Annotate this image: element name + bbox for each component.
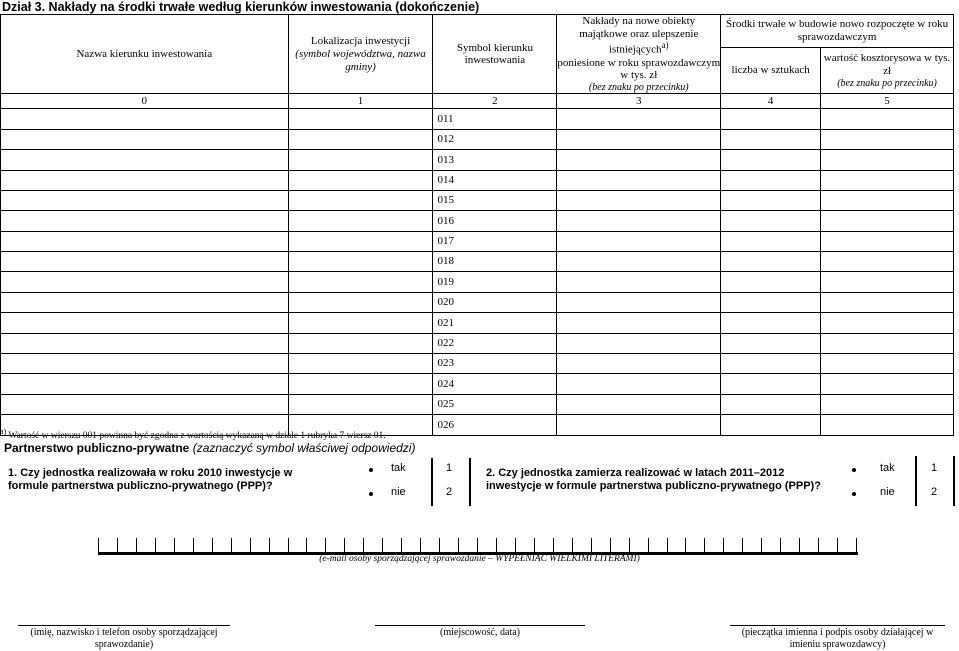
email-char-divider <box>477 538 478 552</box>
cell-outlays[interactable] <box>557 354 721 374</box>
cell-count[interactable] <box>721 292 821 312</box>
cell-outlays[interactable] <box>557 211 721 231</box>
header-estimated-value-main: wartość kosztorysowa w tys. zł <box>823 52 951 77</box>
cell-count[interactable] <box>721 394 821 414</box>
row-code: 011 <box>433 109 557 129</box>
table-row <box>1 129 954 149</box>
signature-line-preparer[interactable] <box>18 625 230 626</box>
table-row <box>1 394 954 414</box>
email-char-divider <box>288 538 289 552</box>
bullet-icon <box>369 492 373 496</box>
cell-location[interactable] <box>288 109 433 129</box>
cell-location[interactable] <box>288 374 433 394</box>
email-char-divider <box>742 538 743 552</box>
column-number: 3 <box>557 94 721 109</box>
email-char-divider <box>856 538 857 552</box>
cell-count[interactable] <box>721 190 821 210</box>
email-input[interactable] <box>98 538 858 555</box>
bullet-icon <box>852 468 856 472</box>
cell-estimated-value[interactable] <box>821 394 954 414</box>
bullet-icon <box>369 468 373 472</box>
cell-direction-name[interactable] <box>1 292 289 312</box>
ppp-q1-code-no[interactable]: 2 <box>446 486 453 498</box>
cell-estimated-value[interactable] <box>821 354 954 374</box>
cell-outlays[interactable] <box>557 170 721 190</box>
cell-estimated-value[interactable] <box>821 374 954 394</box>
row-code: 023 <box>433 354 557 374</box>
cell-direction-name[interactable] <box>1 150 289 170</box>
cell-direction-name[interactable] <box>1 333 289 353</box>
header-direction-symbol: Symbol kierunku inwestowania <box>433 15 557 94</box>
row-code: 025 <box>433 394 557 414</box>
cell-count[interactable] <box>721 333 821 353</box>
row-code: 016 <box>433 211 557 231</box>
row-code: 022 <box>433 333 557 353</box>
row-code: 014 <box>433 170 557 190</box>
cell-location[interactable] <box>288 333 433 353</box>
cell-count[interactable] <box>721 415 821 435</box>
email-char-divider <box>117 538 118 552</box>
ppp-q1-code-yes[interactable]: 1 <box>446 462 453 474</box>
row-code: 018 <box>433 252 557 272</box>
email-char-divider <box>250 538 251 552</box>
cell-direction-name[interactable] <box>1 313 289 333</box>
ppp-q2-option-yes[interactable]: tak <box>880 462 895 474</box>
header-location <box>288 15 433 94</box>
cell-outlays[interactable] <box>557 374 721 394</box>
row-code: 020 <box>433 292 557 312</box>
signature-line-representative[interactable] <box>730 625 945 626</box>
cell-estimated-value[interactable] <box>821 292 954 312</box>
header-location-note: (symbol województwa, nazwa gminy) <box>295 47 426 73</box>
investment-table <box>0 14 954 436</box>
email-char-divider <box>231 538 232 552</box>
ppp-title: Partnerstwo publiczno-prywatne <box>4 441 190 455</box>
email-char-divider <box>325 538 326 552</box>
header-outlays <box>557 15 721 94</box>
cell-outlays[interactable] <box>557 129 721 149</box>
cell-direction-name[interactable] <box>1 374 289 394</box>
table-row <box>1 333 954 353</box>
cell-outlays[interactable] <box>557 272 721 292</box>
section-title: Dział 3. Nakłady na środki trwałe według kierunków inwestowania (dokończenie) <box>2 0 480 14</box>
header-construction-group: Środki trwałe w budowie nowo rozpoczęte w roku sprawozdawczym <box>721 15 954 48</box>
cell-direction-name[interactable] <box>1 272 289 292</box>
cell-direction-name[interactable] <box>1 170 289 190</box>
row-code: 012 <box>433 129 557 149</box>
header-location-main: Lokalizacja inwestycji <box>310 35 411 48</box>
table-row <box>1 190 954 210</box>
cell-outlays[interactable] <box>557 313 721 333</box>
cell-count[interactable] <box>721 231 821 251</box>
header-estimated-value <box>821 48 954 94</box>
cell-direction-name[interactable] <box>1 211 289 231</box>
ppp-question-2: 2. Czy jednostka zamierza realizować w latach 2011–2012 inwestycje w formule partnerstwa publiczno-prywatnego (PPP)? <box>486 467 821 493</box>
email-char-divider <box>98 538 99 552</box>
cell-outlays[interactable] <box>557 190 721 210</box>
column-number: 4 <box>721 94 821 109</box>
cell-direction-name[interactable] <box>1 354 289 374</box>
email-caption: (e-mail osoby sporządzającej sprawozdanie – WYPEŁNIAĆ WIELKIMI LITERAMI) <box>319 554 640 564</box>
email-char-divider <box>382 538 383 552</box>
row-code: 015 <box>433 190 557 210</box>
cell-outlays[interactable] <box>557 394 721 414</box>
cell-location[interactable] <box>288 170 433 190</box>
column-number: 5 <box>821 94 954 109</box>
table-row <box>1 354 954 374</box>
cell-estimated-value[interactable] <box>821 272 954 292</box>
ppp-section-title <box>4 441 415 455</box>
cell-estimated-value[interactable] <box>821 109 954 129</box>
cell-location[interactable] <box>288 231 433 251</box>
email-char-divider <box>363 538 364 552</box>
email-char-divider <box>306 538 307 552</box>
cell-direction-name[interactable] <box>1 190 289 210</box>
cell-count[interactable] <box>721 354 821 374</box>
cell-count[interactable] <box>721 109 821 129</box>
email-char-divider <box>704 538 705 552</box>
email-char-divider <box>136 538 137 552</box>
cell-count[interactable] <box>721 374 821 394</box>
cell-location[interactable] <box>288 190 433 210</box>
email-char-divider <box>780 538 781 552</box>
ppp-q2-option-no[interactable]: nie <box>880 486 895 498</box>
column-numbers-row <box>1 94 954 109</box>
email-char-divider <box>344 538 345 552</box>
email-char-divider <box>685 538 686 552</box>
column-number: 1 <box>288 94 433 109</box>
cell-estimated-value[interactable] <box>821 333 954 353</box>
ppp-q2-code-no[interactable]: 2 <box>931 486 938 498</box>
row-code: 013 <box>433 150 557 170</box>
row-code: 019 <box>433 272 557 292</box>
header-direction-name: Nazwa kierunku inwestowania <box>1 15 289 94</box>
cell-outlays[interactable] <box>557 252 721 272</box>
column-number: 0 <box>1 94 289 109</box>
ppp-question-1: 1. Czy jednostka realizowała w roku 2010 inwestycje w formule partnerstwa publiczno-prywatnego (PPP)? <box>8 467 293 493</box>
cell-outlays[interactable] <box>557 415 721 435</box>
cell-outlays[interactable] <box>557 333 721 353</box>
table-row <box>1 313 954 333</box>
cell-location[interactable] <box>288 354 433 374</box>
email-char-divider <box>837 538 838 552</box>
header-outlays-note: (bez znaku po przecinku) <box>588 81 689 93</box>
footnote-marker: a) <box>0 427 7 436</box>
column-number: 2 <box>433 94 557 109</box>
email-char-divider <box>591 538 592 552</box>
email-char-divider <box>553 538 554 552</box>
email-char-divider <box>401 538 402 552</box>
cell-direction-name[interactable] <box>1 394 289 414</box>
header-outlays-sup: a) <box>661 40 669 51</box>
bullet-icon <box>852 492 856 496</box>
cell-direction-name[interactable] <box>1 109 289 129</box>
row-code: 021 <box>433 313 557 333</box>
cell-estimated-value[interactable] <box>821 252 954 272</box>
table-row <box>1 272 954 292</box>
cell-count[interactable] <box>721 150 821 170</box>
table-row <box>1 170 954 190</box>
footnote <box>0 427 386 441</box>
cell-estimated-value[interactable] <box>821 150 954 170</box>
email-char-divider <box>155 538 156 552</box>
header-count: liczba w sztukach <box>721 48 821 94</box>
email-char-divider <box>496 538 497 552</box>
table-row <box>1 252 954 272</box>
cell-count[interactable] <box>721 129 821 149</box>
ppp-q1-option-no[interactable]: nie <box>391 486 406 498</box>
email-char-divider <box>818 538 819 552</box>
cell-count[interactable] <box>721 211 821 231</box>
email-char-divider <box>610 538 611 552</box>
email-char-divider <box>193 538 194 552</box>
cell-location[interactable] <box>288 313 433 333</box>
email-char-divider <box>572 538 573 552</box>
ppp-title-note: (zaznaczyć symbol właściwej odpowiedzi) <box>192 441 416 455</box>
ppp-q2-code-yes[interactable]: 1 <box>931 462 938 474</box>
cell-direction-name[interactable] <box>1 231 289 251</box>
header-estimated-value-note: (bez znaku po przecinku) <box>837 77 937 89</box>
email-char-divider <box>629 538 630 552</box>
cell-location[interactable] <box>288 129 433 149</box>
cell-estimated-value[interactable] <box>821 313 954 333</box>
cell-outlays[interactable] <box>557 292 721 312</box>
header-outlays-unit: poniesione w roku sprawozdawczym w tys. zł <box>557 56 721 82</box>
email-char-divider <box>799 538 800 552</box>
row-code: 017 <box>433 231 557 251</box>
email-char-divider <box>761 538 762 552</box>
row-code: 026 <box>433 415 557 435</box>
cell-location[interactable] <box>288 272 433 292</box>
email-char-divider <box>723 538 724 552</box>
email-char-divider <box>174 538 175 552</box>
cell-location[interactable] <box>288 394 433 414</box>
cell-direction-name[interactable] <box>1 252 289 272</box>
email-char-divider <box>458 538 459 552</box>
email-char-divider <box>515 538 516 552</box>
signature-line-place-date[interactable] <box>375 625 585 626</box>
email-char-divider <box>439 538 440 552</box>
cell-outlays[interactable] <box>557 150 721 170</box>
cell-location[interactable] <box>288 252 433 272</box>
cell-count[interactable] <box>721 272 821 292</box>
header-outlays-main: Nakłady na nowe obiekty majątkowe oraz ulepszenie istniejących <box>579 15 699 56</box>
cell-estimated-value[interactable] <box>821 190 954 210</box>
email-char-divider <box>534 538 535 552</box>
email-char-divider <box>648 538 649 552</box>
table-row <box>1 109 954 129</box>
table-row <box>1 211 954 231</box>
cell-count[interactable] <box>721 170 821 190</box>
email-char-divider <box>269 538 270 552</box>
ppp-q1-option-yes[interactable]: tak <box>391 462 406 474</box>
email-char-divider <box>212 538 213 552</box>
cell-location[interactable] <box>288 150 433 170</box>
cell-estimated-value[interactable] <box>821 415 954 435</box>
signature-caption-representative: (pieczątka imienna i podpis osoby działającej w imieniu sprawozdawcy) <box>741 627 934 650</box>
cell-location[interactable] <box>288 292 433 312</box>
signature-caption-preparer: (imię, nazwisko i telefon osoby sporządzającej sprawozdanie) <box>30 627 218 650</box>
table-row <box>1 374 954 394</box>
table-row <box>1 150 954 170</box>
cell-count[interactable] <box>721 252 821 272</box>
cell-estimated-value[interactable] <box>821 231 954 251</box>
cell-count[interactable] <box>721 313 821 333</box>
footnote-text: Wartość w wierszu 001 powinna być zgodna z wartością wykazaną w dziale 1 rubryka 7 wiersz 01. <box>8 431 386 442</box>
cell-direction-name[interactable] <box>1 129 289 149</box>
signature-caption-place-date: (miejscowość, data) <box>440 627 520 638</box>
email-char-divider <box>667 538 668 552</box>
table-row <box>1 231 954 251</box>
cell-outlays[interactable] <box>557 231 721 251</box>
email-char-divider <box>420 538 421 552</box>
cell-location[interactable] <box>288 211 433 231</box>
row-code: 024 <box>433 374 557 394</box>
table-row <box>1 292 954 312</box>
cell-estimated-value[interactable] <box>821 170 954 190</box>
cell-estimated-value[interactable] <box>821 211 954 231</box>
cell-outlays[interactable] <box>557 109 721 129</box>
cell-estimated-value[interactable] <box>821 129 954 149</box>
